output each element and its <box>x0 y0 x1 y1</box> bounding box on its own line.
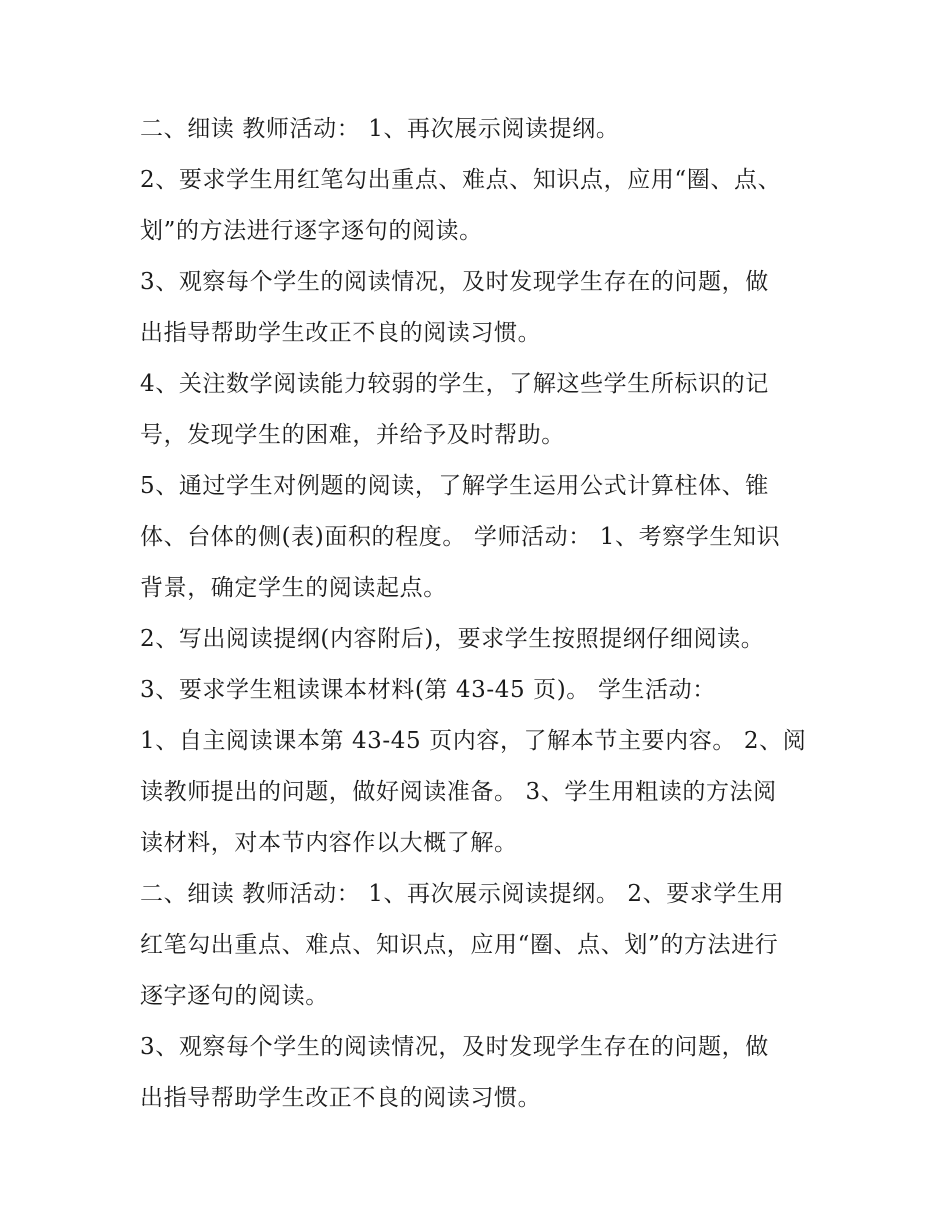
text-line: 2、写出阅读提纲(内容附后)，要求学生按照提纲仔细阅读。 <box>140 626 765 652</box>
text-line: 背景，确定学生的阅读起点。 <box>140 575 447 601</box>
text-line: 号，发现学生的困难，并给予及时帮助。 <box>140 422 565 448</box>
text-line: 1、自主阅读课本第 43-45 页内容，了解本节主要内容。 2、阅 <box>140 728 807 754</box>
text-line: 逐字逐句的阅读。 <box>140 983 329 1009</box>
text-line: 出指导帮助学生改正不良的阅读习惯。 <box>140 320 542 346</box>
text-line: 体、台体的侧(表)面积的程度。 学师活动： 1、考察学生知识 <box>140 524 781 550</box>
text-line: 3、观察每个学生的阅读情况，及时发现学生存在的问题，做 <box>140 269 769 295</box>
text-line: 3、观察每个学生的阅读情况，及时发现学生存在的问题，做 <box>140 1034 769 1060</box>
text-line: 划”的方法进行逐字逐句的阅读。 <box>140 218 483 244</box>
text-line: 3、要求学生粗读课本材料(第 43-45 页)。 学生活动： <box>140 677 716 703</box>
text-line: 读材料，对本节内容作以大概了解。 <box>140 830 518 856</box>
text-line: 4、关注数学阅读能力较弱的学生，了解这些学生所标识的记 <box>140 371 769 397</box>
text-line: 2、要求学生用红笔勾出重点、难点、知识点，应用“圈、点、 <box>140 167 782 193</box>
text-line: 5、通过学生对例题的阅读，了解学生运用公式计算柱体、锥 <box>140 473 769 499</box>
text-line: 红笔勾出重点、难点、知识点，应用“圈、点、划”的方法进行 <box>140 932 779 958</box>
text-line: 出指导帮助学生改正不良的阅读习惯。 <box>140 1085 542 1111</box>
text-line: 二、细读 教师活动： 1、再次展示阅读提纲。 <box>140 116 620 142</box>
text-line: 读教师提出的问题，做好阅读准备。 3、学生用粗读的方法阅 <box>140 779 777 805</box>
body-text <box>140 104 812 1124</box>
text-line: 二、细读 教师活动： 1、再次展示阅读提纲。 2、要求学生用 <box>140 881 785 907</box>
